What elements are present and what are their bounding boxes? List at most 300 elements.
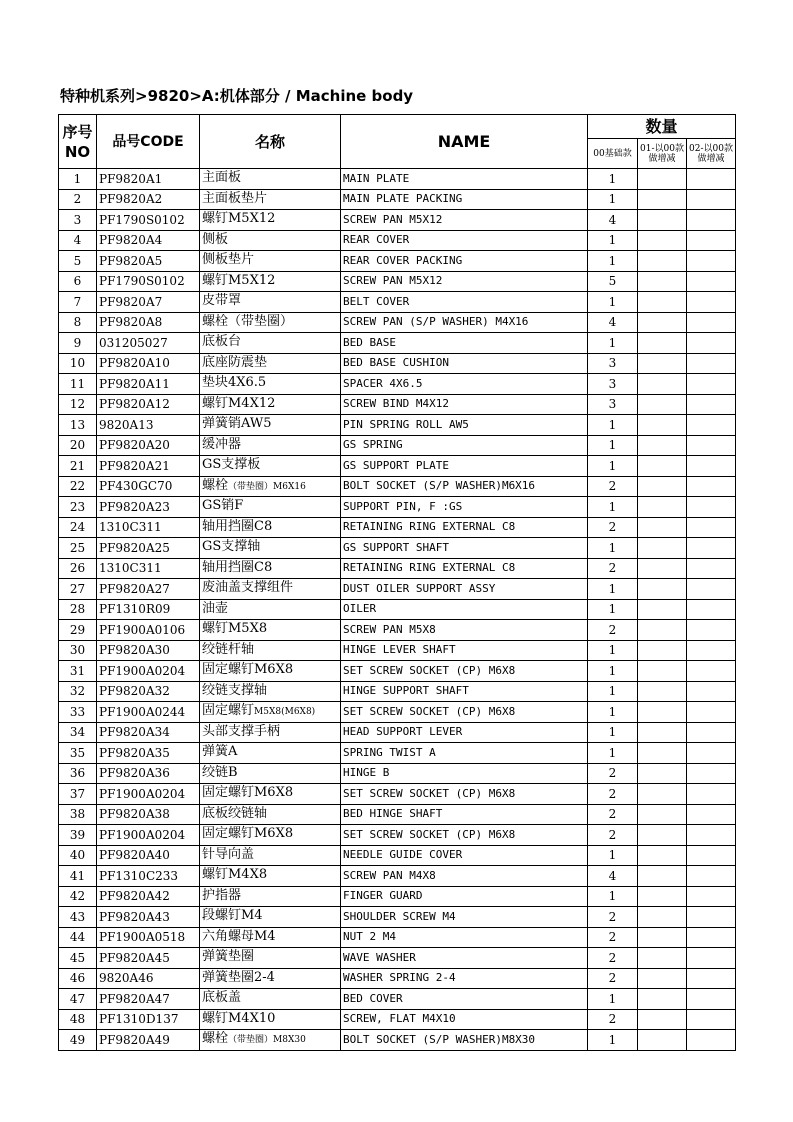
row-name-cn [200,763,341,784]
row-name-cn-main: 轴用挡圈C8 [202,559,273,575]
row-name-cn [200,620,341,641]
row-qty-02 [687,353,736,374]
row-name-cn [200,1030,341,1051]
row-name-cn-main: 缓冲器 [202,436,242,452]
row-qty-01 [638,784,687,805]
row-code: PF9820A34 [97,722,200,743]
row-no: 42 [59,886,97,907]
row-no: 25 [59,538,97,559]
row-qty-00: 2 [588,907,638,928]
row-name-cn-main: 螺钉M4X10 [202,1010,276,1026]
row-name-cn [200,271,341,292]
table-row [59,763,736,784]
row-qty-02 [687,825,736,846]
row-qty-00: 1 [588,456,638,477]
row-name-en: SCREW BIND M4X12 [341,394,588,415]
row-qty-01 [638,230,687,251]
row-qty-02 [687,189,736,210]
row-no: 28 [59,599,97,620]
table-row [59,353,736,374]
row-qty-02 [687,599,736,620]
row-qty-02 [687,989,736,1010]
row-no: 4 [59,230,97,251]
row-qty-01 [638,743,687,764]
table-row [59,681,736,702]
row-qty-02 [687,456,736,477]
row-qty-01 [638,804,687,825]
row-name-en: SCREW, FLAT M4X10 [341,1009,588,1030]
row-code: 9820A46 [97,968,200,989]
row-no: 41 [59,866,97,887]
row-name-en: WAVE WASHER [341,948,588,969]
row-qty-01 [638,251,687,272]
row-name-cn [200,722,341,743]
row-name-cn-main: 固定螺钉M6X8 [202,826,294,842]
row-qty-00: 1 [588,743,638,764]
row-name-cn-main: 固定螺钉M6X8 [202,785,294,801]
row-qty-01 [638,169,687,190]
row-name-cn-main: 轴用挡圈C8 [202,518,273,534]
table-row [59,374,736,395]
row-qty-00: 4 [588,312,638,333]
row-no: 10 [59,353,97,374]
row-code: PF1790S0102 [97,210,200,231]
row-name-en: MAIN PLATE [341,169,588,190]
row-name-cn [200,968,341,989]
row-no: 30 [59,640,97,661]
row-name-cn [200,1009,341,1030]
row-name-cn [200,989,341,1010]
row-qty-01 [638,312,687,333]
row-code: PF9820A2 [97,189,200,210]
row-qty-00: 2 [588,558,638,579]
row-qty-00: 1 [588,886,638,907]
row-name-cn-main: 弹簧垫圈 [202,949,255,965]
row-name-en: RETAINING RING EXTERNAL C8 [341,517,588,538]
row-no: 11 [59,374,97,395]
row-qty-02 [687,681,736,702]
row-qty-02 [687,579,736,600]
row-qty-01 [638,620,687,641]
row-no: 46 [59,968,97,989]
row-no: 24 [59,517,97,538]
header-qty-00: 00基础款 [588,139,638,169]
row-name-en: SET SCREW SOCKET (CP) M6X8 [341,825,588,846]
row-name-cn [200,886,341,907]
row-name-cn [200,927,341,948]
row-qty-00: 1 [588,640,638,661]
row-qty-00: 2 [588,476,638,497]
row-name-en: SCREW PAN M5X8 [341,620,588,641]
row-name-cn-main: 弹簧销AW5 [202,416,272,432]
row-no: 20 [59,435,97,456]
table-row [59,558,736,579]
row-name-cn-main: 固定螺钉 [202,703,255,719]
table-row [59,1009,736,1030]
table-row [59,333,736,354]
row-qty-02 [687,702,736,723]
row-name-en: BOLT SOCKET (S/P WASHER)M8X30 [341,1030,588,1051]
row-name-en: DUST OILER SUPPORT ASSY [341,579,588,600]
row-no: 45 [59,948,97,969]
row-name-cn-main: 主面板垫片 [202,190,268,206]
row-qty-02 [687,169,736,190]
row-name-cn [200,661,341,682]
row-qty-01 [638,1009,687,1030]
row-qty-01 [638,476,687,497]
header-no-en: NO [64,142,91,161]
row-qty-01 [638,579,687,600]
row-qty-00: 1 [588,189,638,210]
row-no: 26 [59,558,97,579]
row-name-cn [200,866,341,887]
row-name-cn [200,599,341,620]
row-name-en: GS SUPPORT PLATE [341,456,588,477]
row-code: PF9820A43 [97,907,200,928]
row-qty-02 [687,435,736,456]
row-qty-00: 2 [588,825,638,846]
row-qty-00: 1 [588,435,638,456]
row-qty-00: 1 [588,989,638,1010]
row-name-cn [200,681,341,702]
row-name-cn [200,784,341,805]
row-name-cn-main: 螺钉M4X8 [202,867,268,883]
row-qty-02 [687,866,736,887]
table-row [59,845,736,866]
row-qty-01 [638,374,687,395]
row-name-cn [200,415,341,436]
row-name-en: MAIN PLATE PACKING [341,189,588,210]
row-qty-02 [687,620,736,641]
row-name-en: WASHER SPRING 2-4 [341,968,588,989]
row-name-cn [200,948,341,969]
row-name-cn-main: 螺钉M4X12 [202,395,276,411]
row-no: 27 [59,579,97,600]
row-name-cn-main: 螺钉M5X12 [202,211,276,227]
row-name-cn-main: GS支撑轴 [202,539,261,555]
row-qty-00: 2 [588,620,638,641]
row-name-en: SET SCREW SOCKET (CP) M6X8 [341,702,588,723]
row-name-cn-main: 垫块4X6.5 [202,375,267,391]
row-qty-02 [687,1009,736,1030]
row-name-cn [200,210,341,231]
row-qty-00: 1 [588,681,638,702]
row-qty-02 [687,497,736,518]
row-name-en: SCREW PAN M5X12 [341,210,588,231]
row-code: PF9820A8 [97,312,200,333]
row-name-cn-main: 针导向盖 [202,846,255,862]
table-row [59,866,736,887]
row-qty-01 [638,599,687,620]
table-row [59,579,736,600]
row-name-cn-main: GS销F [202,498,244,514]
row-qty-00: 1 [588,1030,638,1051]
row-qty-01 [638,989,687,1010]
row-name-cn [200,435,341,456]
row-name-en: HINGE LEVER SHAFT [341,640,588,661]
row-name-cn-main: 底座防震垫 [202,354,268,370]
row-qty-01 [638,825,687,846]
row-name-cn [200,804,341,825]
header-qty-01: 01-以00款做增减 [638,139,687,169]
row-no: 7 [59,292,97,313]
row-qty-00: 1 [588,251,638,272]
row-qty-02 [687,230,736,251]
row-name-en: BED COVER [341,989,588,1010]
row-no: 23 [59,497,97,518]
row-qty-01 [638,538,687,559]
row-code: PF1310C233 [97,866,200,887]
row-qty-00: 2 [588,517,638,538]
row-qty-00: 4 [588,866,638,887]
row-name-en: REAR COVER PACKING [341,251,588,272]
table-row [59,394,736,415]
header-code: 品号CODE [97,115,200,169]
row-name-en: SET SCREW SOCKET (CP) M6X8 [341,661,588,682]
row-qty-02 [687,394,736,415]
row-qty-00: 2 [588,784,638,805]
row-qty-01 [638,722,687,743]
row-qty-00: 1 [588,169,638,190]
row-name-cn [200,374,341,395]
row-code: 031205027 [97,333,200,354]
row-qty-02 [687,763,736,784]
row-name-cn [200,394,341,415]
row-qty-00: 1 [588,599,638,620]
row-name-en: HEAD SUPPORT LEVER [341,722,588,743]
row-code: PF9820A40 [97,845,200,866]
table-row [59,702,736,723]
row-qty-01 [638,497,687,518]
row-code: PF1900A0244 [97,702,200,723]
row-name-en: OILER [341,599,588,620]
table-row [59,251,736,272]
row-code: PF1900A0204 [97,661,200,682]
row-code: PF9820A35 [97,743,200,764]
row-qty-01 [638,210,687,231]
table-row [59,415,736,436]
row-no: 12 [59,394,97,415]
row-name-en: GS SUPPORT SHAFT [341,538,588,559]
row-code: PF9820A30 [97,640,200,661]
row-name-cn [200,743,341,764]
row-name-cn-main: 螺栓 [202,1031,229,1047]
row-name-cn-main: 侧板垫片 [202,252,255,268]
row-code: PF430GC70 [97,476,200,497]
row-name-en: BELT COVER [341,292,588,313]
row-qty-00: 5 [588,271,638,292]
row-qty-01 [638,886,687,907]
row-name-en: BED HINGE SHAFT [341,804,588,825]
row-name-en: GS SPRING [341,435,588,456]
row-no: 5 [59,251,97,272]
row-qty-02 [687,743,736,764]
row-qty-01 [638,907,687,928]
row-no: 21 [59,456,97,477]
row-name-cn-main: 螺栓 [202,477,229,493]
row-qty-02 [687,640,736,661]
row-qty-01 [638,866,687,887]
row-name-cn-main: 废油盖支撑组件 [202,580,294,596]
row-qty-02 [687,907,736,928]
table-row [59,1030,736,1051]
row-qty-00: 2 [588,948,638,969]
row-no: 3 [59,210,97,231]
row-qty-02 [687,271,736,292]
row-name-cn [200,312,341,333]
row-no: 40 [59,845,97,866]
row-name-cn-main: 底板台 [202,334,242,350]
row-name-cn [200,251,341,272]
page-title: 特种机系列>9820>A:机体部分 / Machine body [60,87,414,105]
row-qty-02 [687,415,736,436]
row-code: PF9820A27 [97,579,200,600]
row-qty-00: 1 [588,702,638,723]
header-name-en: NAME [341,115,588,169]
row-qty-02 [687,374,736,395]
table-row [59,456,736,477]
table-row [59,927,736,948]
row-qty-02 [687,948,736,969]
row-name-cn [200,456,341,477]
table-body [59,169,736,1051]
table-row [59,784,736,805]
row-qty-01 [638,681,687,702]
row-qty-01 [638,456,687,477]
row-name-cn-main: 主面板 [202,170,242,186]
row-name-cn-main: 皮带罩 [202,293,242,309]
row-name-cn [200,292,341,313]
row-name-cn-main: 侧板 [202,231,229,247]
row-name-cn [200,169,341,190]
row-name-cn [200,353,341,374]
row-qty-02 [687,886,736,907]
row-no: 37 [59,784,97,805]
table-row [59,169,736,190]
table-row [59,968,736,989]
row-code: PF9820A42 [97,886,200,907]
row-code: PF9820A4 [97,230,200,251]
header-no [59,115,97,169]
row-name-cn-main: 绞链支撑轴 [202,682,268,698]
row-name-cn-main: 底板绞链轴 [202,805,268,821]
row-name-cn-main: 段螺钉M4 [202,908,263,924]
row-name-en: NUT 2 M4 [341,927,588,948]
row-name-cn-main: 绞链杆轴 [202,641,255,657]
row-code: PF1900A0204 [97,825,200,846]
row-qty-02 [687,251,736,272]
row-qty-01 [638,292,687,313]
row-qty-02 [687,558,736,579]
table-row [59,435,736,456]
row-name-en: BED BASE [341,333,588,354]
row-qty-00: 1 [588,497,638,518]
row-name-cn [200,579,341,600]
row-qty-01 [638,353,687,374]
parts-table [58,114,736,1051]
row-qty-01 [638,948,687,969]
row-qty-01 [638,1030,687,1051]
table-row [59,661,736,682]
row-qty-00: 4 [588,210,638,231]
row-no: 1 [59,169,97,190]
row-no: 31 [59,661,97,682]
row-no: 47 [59,989,97,1010]
row-qty-02 [687,517,736,538]
row-qty-01 [638,517,687,538]
row-code: PF9820A11 [97,374,200,395]
row-code: PF9820A45 [97,948,200,969]
row-name-cn-main: 弹簧A [202,744,238,760]
row-no: 6 [59,271,97,292]
table-row [59,825,736,846]
row-name-cn-main: 绞链B [202,764,238,780]
row-no: 9 [59,333,97,354]
row-qty-01 [638,927,687,948]
row-qty-00: 3 [588,394,638,415]
row-no: 13 [59,415,97,436]
row-name-cn [200,538,341,559]
row-code: PF1790S0102 [97,271,200,292]
row-qty-02 [687,333,736,354]
row-code: PF9820A10 [97,353,200,374]
row-name-en: BOLT SOCKET (S/P WASHER)M6X16 [341,476,588,497]
row-code: PF9820A20 [97,435,200,456]
row-no: 38 [59,804,97,825]
row-qty-00: 2 [588,927,638,948]
row-qty-00: 1 [588,415,638,436]
row-name-cn-main: 固定螺钉M6X8 [202,662,294,678]
header-qty: 数量 [588,115,736,139]
row-qty-01 [638,558,687,579]
row-qty-00: 1 [588,538,638,559]
row-qty-00: 2 [588,1009,638,1030]
table-row [59,271,736,292]
row-qty-01 [638,394,687,415]
row-no: 2 [59,189,97,210]
row-qty-00: 2 [588,968,638,989]
row-name-cn [200,497,341,518]
row-code: PF1900A0518 [97,927,200,948]
row-name-en: SHOULDER SCREW M4 [341,907,588,928]
row-name-cn-main: 弹簧垫圈2-4 [202,969,275,985]
row-name-en: SCREW PAN M4X8 [341,866,588,887]
row-no: 39 [59,825,97,846]
row-name-cn-suffix: （带垫圈）M8X30 [228,1035,306,1046]
row-qty-01 [638,763,687,784]
header-qty-02: 02-以00款做增减 [687,139,736,169]
table-row [59,497,736,518]
table-row [59,189,736,210]
row-qty-01 [638,435,687,456]
row-no: 29 [59,620,97,641]
row-name-cn-main: 螺栓（带垫圈） [202,313,294,329]
row-name-cn [200,333,341,354]
row-no: 48 [59,1009,97,1030]
row-qty-02 [687,845,736,866]
table-row [59,640,736,661]
table-row [59,886,736,907]
row-name-cn [200,476,341,497]
row-code: PF9820A12 [97,394,200,415]
row-qty-02 [687,476,736,497]
row-name-cn [200,230,341,251]
row-no: 22 [59,476,97,497]
row-code: PF9820A25 [97,538,200,559]
row-code: PF1310R09 [97,599,200,620]
row-code: PF1900A0106 [97,620,200,641]
row-code: PF9820A7 [97,292,200,313]
